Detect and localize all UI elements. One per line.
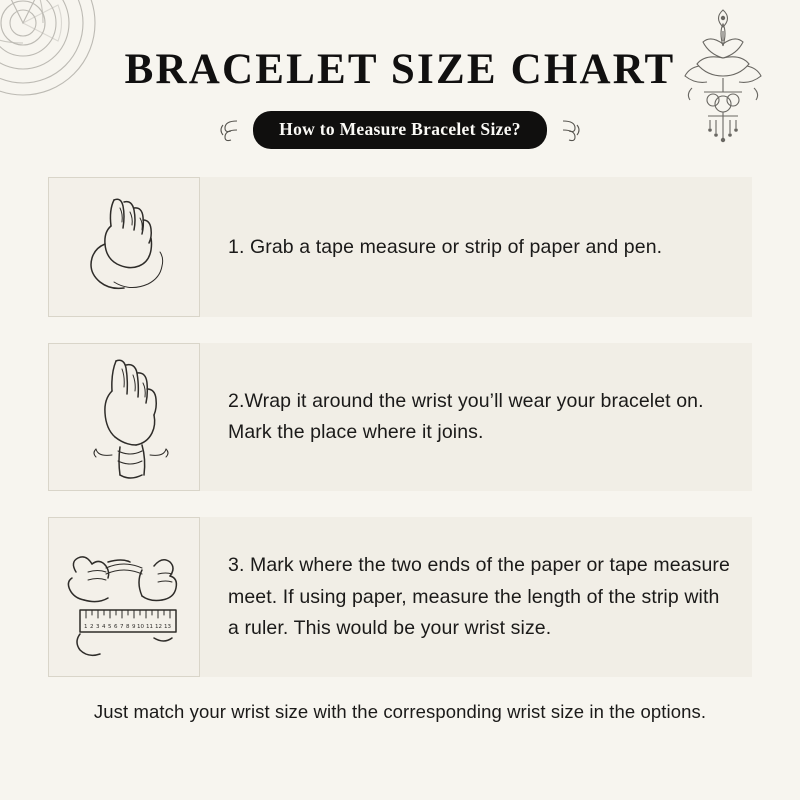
svg-text:13: 13 <box>164 624 171 631</box>
svg-text:9: 9 <box>132 624 136 631</box>
svg-text:10: 10 <box>137 624 144 631</box>
step-1-text: 1. Grab a tape measure or strip of paper and pen. <box>228 235 663 258</box>
swirl-flourish-right-icon <box>557 117 583 143</box>
svg-text:5: 5 <box>108 624 112 631</box>
svg-text:12: 12 <box>155 624 162 631</box>
swirl-flourish-left-icon <box>217 117 243 143</box>
svg-text:7: 7 <box>120 624 124 631</box>
document-header <box>0 0 800 149</box>
list-item <box>48 177 752 317</box>
list-item <box>48 517 752 677</box>
svg-text:2: 2 <box>90 624 94 631</box>
svg-text:1: 1 <box>84 624 88 631</box>
svg-text:11: 11 <box>146 624 153 631</box>
tape-wrapped-around-wrist-illustration <box>48 343 200 491</box>
svg-text:8: 8 <box>126 624 130 631</box>
svg-text:4: 4 <box>102 624 106 631</box>
steps-list <box>0 177 800 677</box>
list-item <box>48 343 752 491</box>
page-title: BRACELET SIZE CHART <box>124 46 676 93</box>
measuring-strip-with-ruler-illustration <box>48 517 200 677</box>
step-3-text: 3. Mark where the two ends of the paper or tape measure meet. If using paper, measure the length of the strip with a ruler. This would be your wrist size. <box>228 553 730 640</box>
svg-text:6: 6 <box>114 624 118 631</box>
subtitle-row <box>0 111 800 149</box>
svg-text:3: 3 <box>96 624 100 631</box>
footer-note: Just match your wrist size with the corresponding wrist size in the options. <box>93 701 707 723</box>
step-2-text: 2.Wrap it around the wrist you’ll wear your bracelet on. Mark the place where it joins. <box>228 389 704 444</box>
subtitle-pill: How to Measure Bracelet Size? <box>253 111 547 149</box>
hand-holding-tape-illustration <box>48 177 200 317</box>
